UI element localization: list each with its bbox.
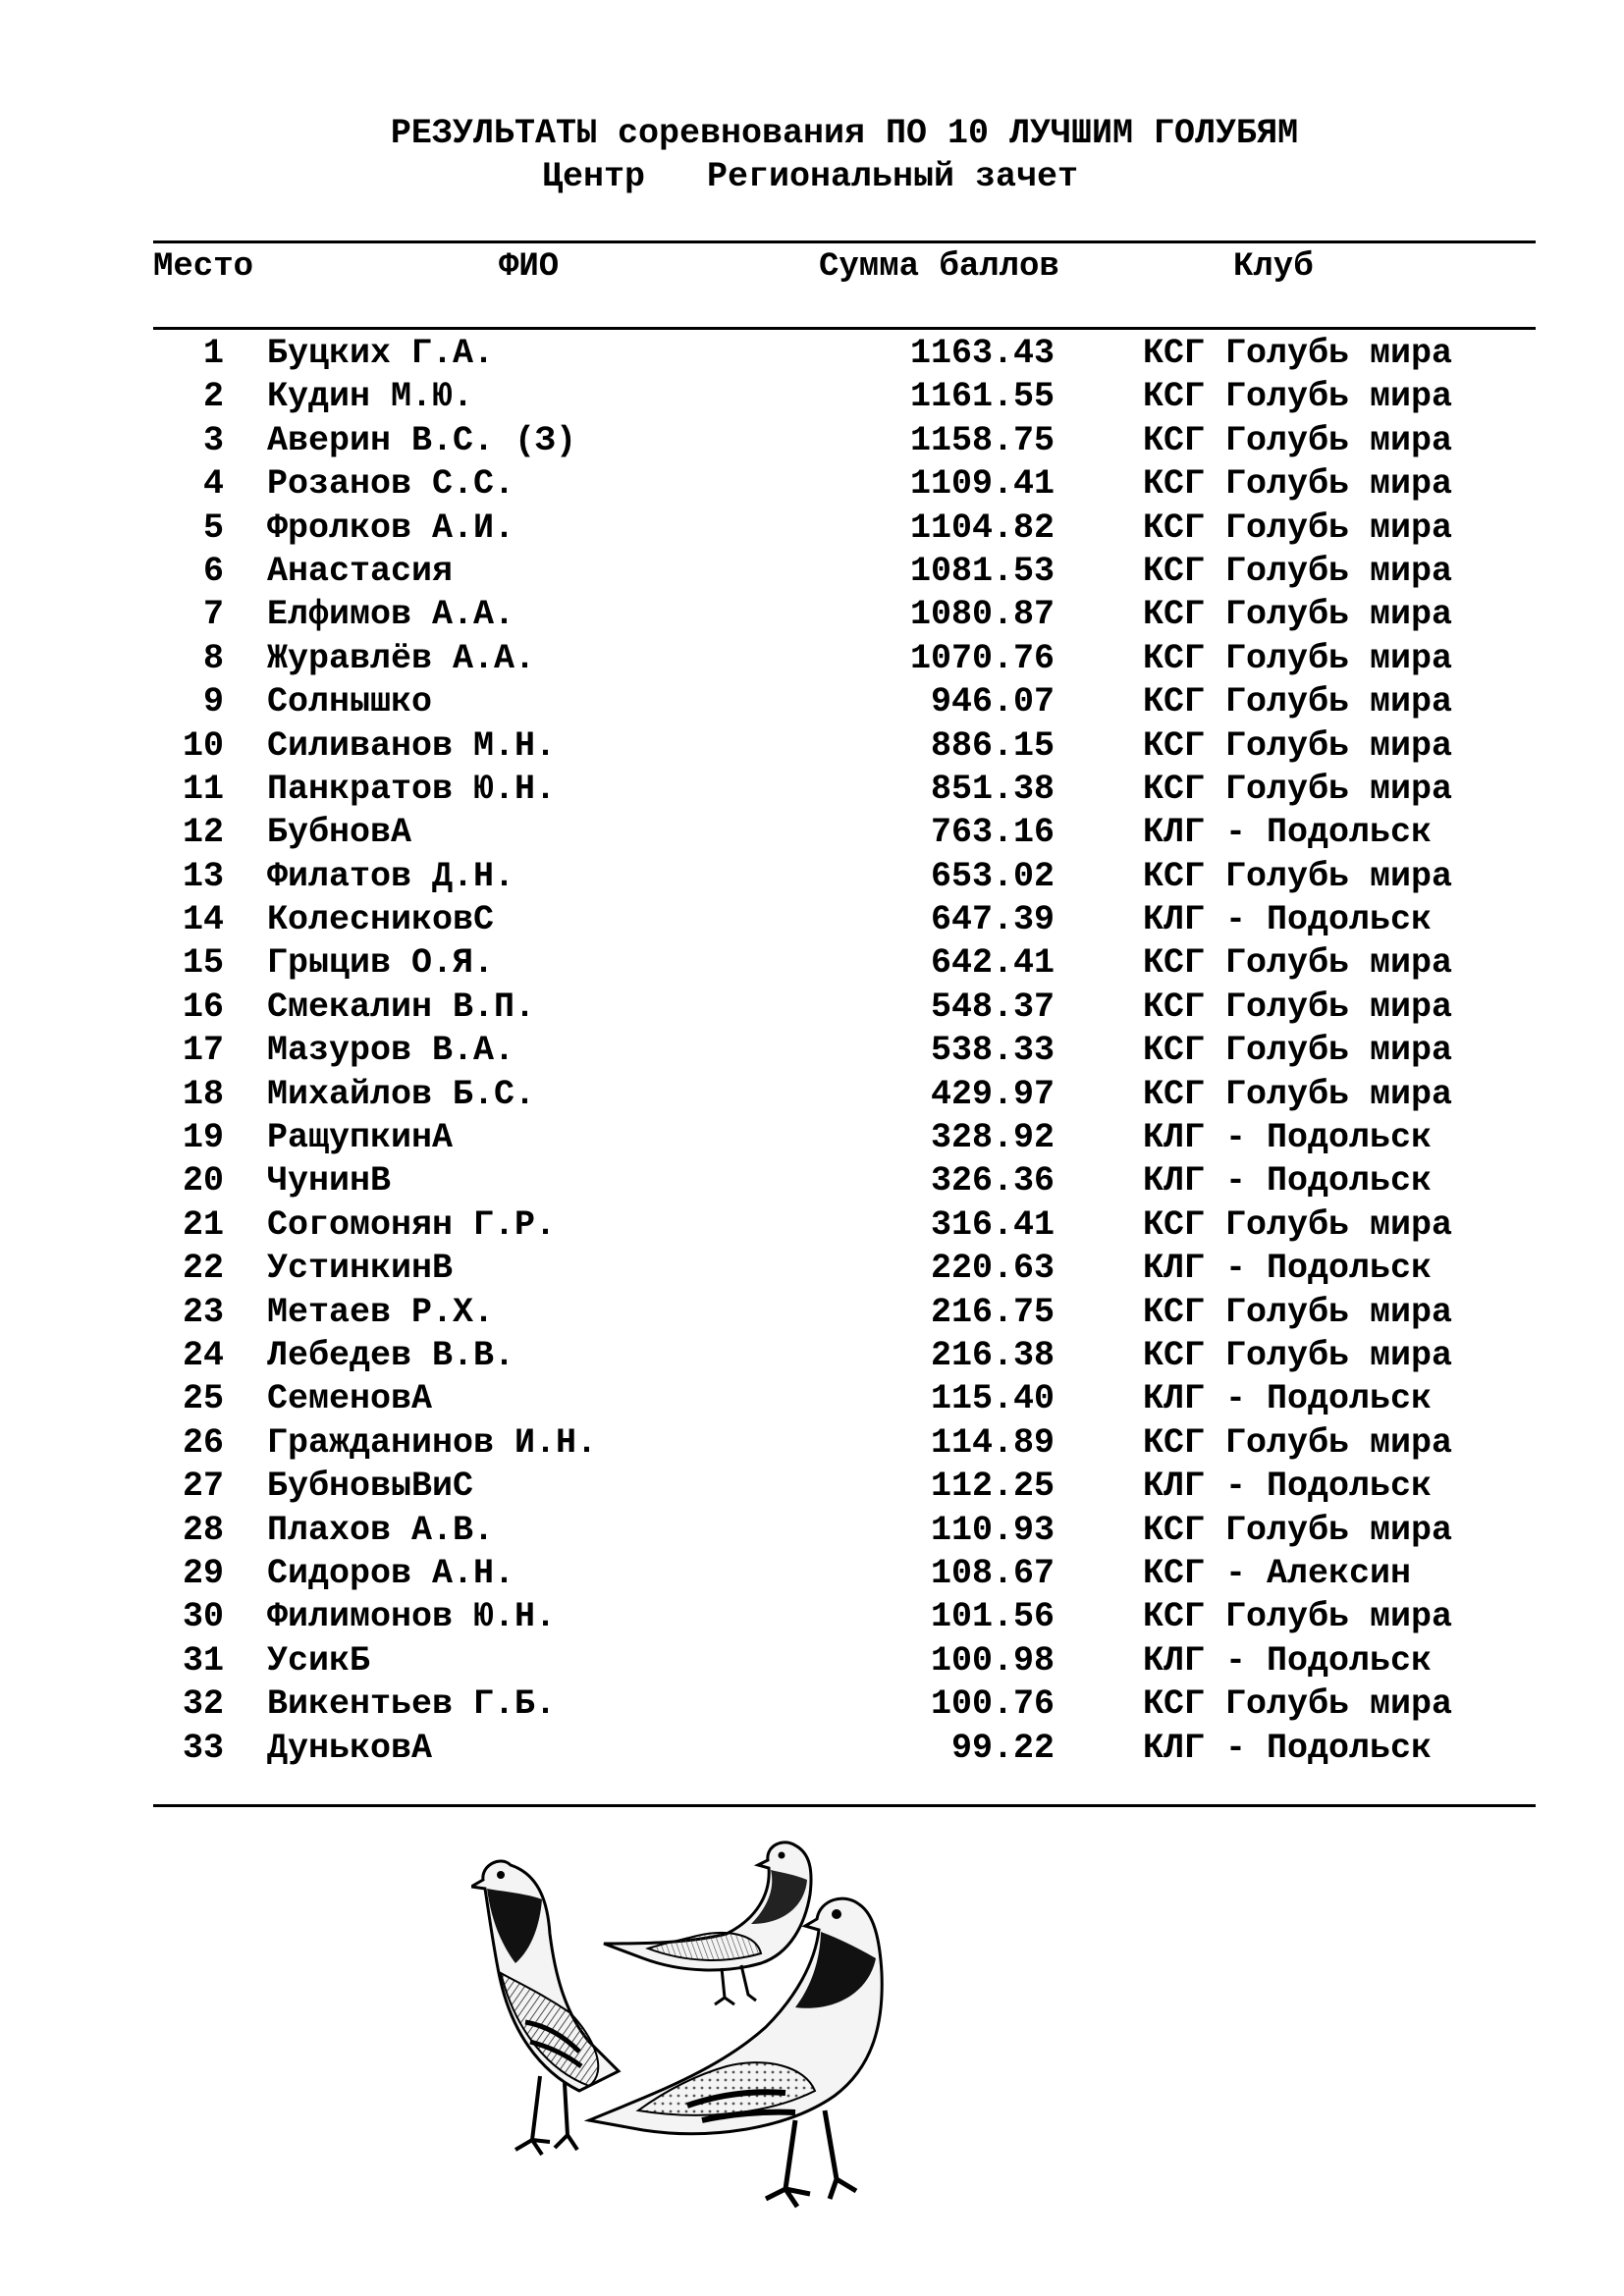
row-place: 21 [182, 1204, 224, 1245]
row-name: Грыцив О.Я. [267, 943, 495, 984]
row-club: КСГ - Алексин [1143, 1553, 1412, 1593]
row-name: Лебедев В.В. [267, 1335, 515, 1375]
table-row [0, 462, 1624, 506]
row-place: 33 [182, 1728, 224, 1768]
row-place: 14 [182, 900, 224, 940]
row-club: КСГ Голубь мира [1143, 987, 1453, 1027]
table-row [0, 1334, 1624, 1377]
row-club: КСГ Голубь мира [1143, 1031, 1453, 1071]
row-club: КСГ Голубь мира [1143, 507, 1453, 548]
row-place: 9 [202, 682, 224, 722]
table-row [0, 1421, 1624, 1465]
row-name: Анастасия [267, 551, 454, 591]
table-row [0, 637, 1624, 680]
table-row [0, 1029, 1624, 1072]
row-place: 15 [182, 943, 224, 984]
row-score: 1081.53 [909, 551, 1055, 591]
row-score: 1163.43 [909, 334, 1055, 373]
row-name: Солнышко [267, 682, 433, 722]
row-score: 328.92 [930, 1118, 1055, 1158]
row-club: КЛГ - Подольск [1143, 1118, 1433, 1158]
row-name: Мазуров В.А. [267, 1031, 515, 1071]
row-club: КСГ Голубь мира [1143, 1597, 1453, 1637]
table-row [0, 855, 1624, 898]
row-score: 1158.75 [909, 420, 1055, 460]
row-name: УстинкинВ [267, 1249, 454, 1289]
row-score: 216.75 [930, 1292, 1055, 1332]
row-score: 99.22 [950, 1728, 1055, 1768]
row-place: 18 [182, 1074, 224, 1114]
row-score: 100.76 [930, 1684, 1055, 1725]
row-club: КСГ Голубь мира [1143, 1335, 1453, 1375]
row-score: 115.40 [930, 1379, 1055, 1419]
row-club: КСГ Голубь мира [1143, 725, 1453, 766]
table-row [0, 1073, 1624, 1116]
row-name: Метаев Р.Х. [267, 1292, 495, 1332]
row-club: КСГ Голубь мира [1143, 1074, 1453, 1114]
row-club: КСГ Голубь мира [1143, 595, 1453, 635]
row-score: 429.97 [930, 1074, 1055, 1114]
row-score: 326.36 [930, 1161, 1055, 1201]
row-place: 31 [182, 1640, 224, 1681]
row-place: 13 [182, 856, 224, 896]
row-club: КЛГ - Подольск [1143, 813, 1433, 853]
row-score: 108.67 [930, 1553, 1055, 1593]
row-place: 32 [182, 1684, 224, 1725]
row-place: 7 [202, 595, 224, 635]
row-club: КСГ Голубь мира [1143, 334, 1453, 373]
row-place: 6 [202, 551, 224, 591]
row-score: 548.37 [930, 987, 1055, 1027]
row-place: 4 [202, 464, 224, 505]
row-place: 27 [182, 1467, 224, 1507]
table-row [0, 419, 1624, 462]
row-place: 1 [202, 334, 224, 373]
row-score: 642.41 [930, 943, 1055, 984]
row-name: БубновыВиС [267, 1467, 474, 1507]
row-name: Буцких Г.А. [267, 334, 495, 373]
row-club: КЛГ - Подольск [1143, 1161, 1433, 1201]
row-score: 763.16 [930, 813, 1055, 853]
row-place: 12 [182, 813, 224, 853]
table-row [0, 1116, 1624, 1159]
row-place: 26 [182, 1422, 224, 1463]
row-name: Панкратов Ю.Н. [267, 769, 557, 809]
row-place: 5 [202, 507, 224, 548]
row-score: 647.39 [930, 900, 1055, 940]
row-club: КЛГ - Подольск [1143, 1379, 1433, 1419]
row-name: Михайлов Б.С. [267, 1074, 536, 1114]
row-place: 20 [182, 1161, 224, 1201]
row-name: БубновА [267, 813, 412, 853]
table-row [0, 375, 1624, 418]
column-header-place: Место [153, 248, 254, 286]
row-club: КСГ Голубь мира [1143, 377, 1453, 417]
row-name: СеменовА [267, 1379, 433, 1419]
table-row [0, 1465, 1624, 1508]
table-row [0, 593, 1624, 636]
row-name: ДуньковА [267, 1728, 433, 1768]
row-club: КЛГ - Подольск [1143, 1640, 1433, 1681]
row-name: Розанов С.С. [267, 464, 515, 505]
table-row [0, 724, 1624, 768]
row-name: Елфимов А.А. [267, 595, 515, 635]
row-club: КСГ Голубь мира [1143, 1684, 1453, 1725]
row-score: 946.07 [930, 682, 1055, 722]
table-row [0, 1159, 1624, 1202]
row-score: 316.41 [930, 1204, 1055, 1245]
row-club: КЛГ - Подольск [1143, 1249, 1433, 1289]
page-subtitle: Центр Региональный зачет [541, 157, 1079, 196]
table-row [0, 1682, 1624, 1726]
row-score: 1070.76 [909, 638, 1055, 678]
row-name: Филатов Д.Н. [267, 856, 515, 896]
row-place: 10 [182, 725, 224, 766]
row-name: Аверин В.С. (З) [267, 420, 577, 460]
row-score: 1104.82 [909, 507, 1055, 548]
column-header-club: Клуб [1233, 248, 1314, 286]
row-club: КСГ Голубь мира [1143, 464, 1453, 505]
row-score: 851.38 [930, 769, 1055, 809]
pigeon-middle-icon [604, 1842, 811, 2004]
row-name: КолесниковС [267, 900, 495, 940]
row-name: Гражданинов И.Н. [267, 1422, 598, 1463]
table-row [0, 1552, 1624, 1595]
row-club: КСГ Голубь мира [1143, 682, 1453, 722]
pigeon-left-icon [471, 1861, 619, 2155]
row-name: Смекалин В.П. [267, 987, 536, 1027]
pigeons-illustration-icon [471, 1826, 1060, 2287]
row-name: Филимонов Ю.Н. [267, 1597, 557, 1637]
row-score: 1161.55 [909, 377, 1055, 417]
column-header-name: ФИО [499, 248, 560, 286]
row-club: КЛГ - Подольск [1143, 900, 1433, 940]
results-table [0, 332, 1624, 1770]
table-bottom-rule [153, 1804, 1536, 1807]
table-row [0, 898, 1624, 941]
row-club: КСГ Голубь мира [1143, 856, 1453, 896]
row-place: 30 [182, 1597, 224, 1637]
row-place: 23 [182, 1292, 224, 1332]
table-top-rule [153, 240, 1536, 243]
row-club: КСГ Голубь мира [1143, 1204, 1453, 1245]
row-name: РащупкинА [267, 1118, 454, 1158]
column-header-score: Сумма баллов [819, 248, 1059, 286]
row-place: 29 [182, 1553, 224, 1593]
table-row [0, 1291, 1624, 1334]
row-name: Журавлёв А.А. [267, 638, 536, 678]
row-club: КЛГ - Подольск [1143, 1467, 1433, 1507]
table-row [0, 332, 1624, 375]
row-club: КСГ Голубь мира [1143, 420, 1453, 460]
table-row [0, 1247, 1624, 1290]
row-place: 16 [182, 987, 224, 1027]
row-score: 112.25 [930, 1467, 1055, 1507]
row-score: 100.98 [930, 1640, 1055, 1681]
table-row [0, 550, 1624, 593]
row-club: КСГ Голубь мира [1143, 1292, 1453, 1332]
page-title: РЕЗУЛЬТАТЫ соревнования ПО 10 ЛУЧШИМ ГОЛУБЯМ [390, 114, 1299, 153]
row-name: Согомонян Г.Р. [267, 1204, 557, 1245]
row-score: 220.63 [930, 1249, 1055, 1289]
row-score: 1080.87 [909, 595, 1055, 635]
row-name: ЧунинВ [267, 1161, 392, 1201]
table-header-rule [153, 327, 1536, 330]
row-place: 8 [202, 638, 224, 678]
row-name: Плахов А.В. [267, 1510, 495, 1550]
row-name: Фролков А.И. [267, 507, 515, 548]
row-place: 22 [182, 1249, 224, 1289]
table-row [0, 1203, 1624, 1247]
row-score: 110.93 [930, 1510, 1055, 1550]
row-score: 101.56 [930, 1597, 1055, 1637]
table-row [0, 1727, 1624, 1770]
row-place: 2 [202, 377, 224, 417]
row-place: 19 [182, 1118, 224, 1158]
table-row [0, 1639, 1624, 1682]
row-score: 114.89 [930, 1422, 1055, 1463]
row-name: УсикБ [267, 1640, 371, 1681]
table-row [0, 941, 1624, 985]
row-place: 11 [182, 769, 224, 809]
row-place: 3 [202, 420, 224, 460]
row-name: Викентьев Г.Б. [267, 1684, 557, 1725]
table-row [0, 507, 1624, 550]
row-name: Кудин М.Ю. [267, 377, 474, 417]
row-club: КСГ Голубь мира [1143, 1510, 1453, 1550]
row-name: Сидоров А.Н. [267, 1553, 515, 1593]
row-club: КСГ Голубь мира [1143, 943, 1453, 984]
table-row [0, 768, 1624, 811]
row-club: КСГ Голубь мира [1143, 638, 1453, 678]
row-place: 28 [182, 1510, 224, 1550]
row-club: КСГ Голубь мира [1143, 769, 1453, 809]
table-row [0, 1377, 1624, 1420]
row-place: 17 [182, 1031, 224, 1071]
row-place: 24 [182, 1335, 224, 1375]
row-club: КЛГ - Подольск [1143, 1728, 1433, 1768]
row-name: Силиванов М.Н. [267, 725, 557, 766]
table-row [0, 680, 1624, 723]
row-score: 1109.41 [909, 464, 1055, 505]
row-score: 653.02 [930, 856, 1055, 896]
table-row [0, 1595, 1624, 1638]
table-row [0, 1509, 1624, 1552]
row-club: КСГ Голубь мира [1143, 551, 1453, 591]
table-row [0, 811, 1624, 854]
row-score: 886.15 [930, 725, 1055, 766]
row-club: КСГ Голубь мира [1143, 1422, 1453, 1463]
table-row [0, 986, 1624, 1029]
row-score: 538.33 [930, 1031, 1055, 1071]
row-score: 216.38 [930, 1335, 1055, 1375]
row-place: 25 [182, 1379, 224, 1419]
